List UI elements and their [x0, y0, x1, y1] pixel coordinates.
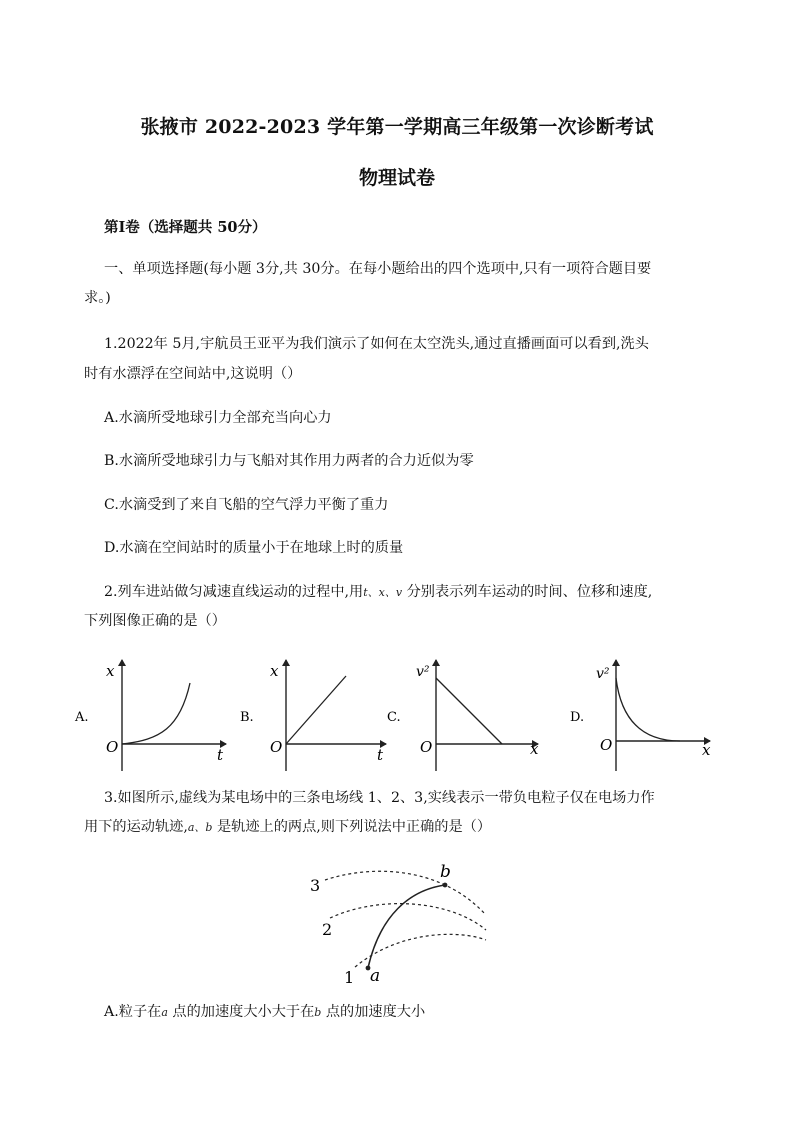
q3-field-line-3 — [325, 871, 486, 915]
q2-graphs-figure — [60, 648, 740, 780]
q3-option-a — [104, 1001, 425, 1024]
q3-option-a-sym1: a — [161, 1006, 168, 1019]
instructions-line-1: 一、单项选择题(每小题 3分,共 30分。在每小题给出的四个选项中,只有一项符合题目要 — [104, 261, 652, 277]
q2-graph-d-curve — [616, 678, 680, 741]
q3-stem-line-2 — [84, 816, 491, 839]
q2-graph-d-label: D. — [570, 710, 585, 725]
q3-option-a-pre: A.粒子在 — [104, 1004, 162, 1020]
q3-field-line-2 — [330, 904, 486, 930]
q3-trajectory — [368, 885, 445, 968]
q3-stem-line-1: 3.如图所示,虚线为某电场中的三条电场线 1、2、3,实线表示一带负电粒子仅在电场力作 — [104, 790, 655, 806]
exam-title: 张掖市 2022-2023 学年第一学期高三年级第一次诊断考试 — [140, 116, 654, 138]
q3-field-line-1 — [355, 934, 486, 967]
q3-option-a-mid: 点的加速度大小大于在 — [167, 1004, 315, 1020]
q2-graph-c — [387, 660, 539, 771]
q2-graph-c-line — [436, 678, 502, 744]
section-heading: 第Ⅰ卷（选择题共 50分） — [104, 219, 267, 236]
q2-graph-b — [240, 660, 386, 771]
q2-graph-b-x-label: t — [377, 746, 384, 764]
q3-stem-symbols: a、b — [187, 821, 213, 834]
q1-stem-line-2: 时有水漂浮在空间站中,这说明（） — [84, 366, 302, 382]
q1-option-a: A.水滴所受地球引力全部充当向心力 — [104, 410, 332, 426]
q2-graph-b-line — [286, 676, 346, 744]
q2-graph-a-x-label: t — [217, 746, 224, 764]
q1-stem-line-1: 1.2022年 5月,宇航员王亚平为我们演示了如何在太空洗头,通过直播画面可以看到,洗头 — [104, 336, 649, 352]
q3-stem-post: 是轨迹上的两点,则下列说法中正确的是（） — [212, 819, 492, 835]
q2-graph-c-y-label: v² — [416, 664, 430, 680]
q2-graph-b-origin: O — [270, 738, 283, 756]
q1-option-b: B.水滴所受地球引力与飞船对其作用力两者的合力近似为零 — [104, 453, 474, 469]
instructions-line-2: 求。) — [84, 290, 111, 306]
q2-graph-b-label: B. — [240, 710, 254, 725]
q2-graph-a-origin: O — [106, 738, 119, 756]
q2-graph-d-origin: O — [600, 736, 613, 754]
q2-graph-d-y-label: v² — [596, 666, 610, 682]
q3-point-b-dot — [443, 883, 448, 888]
q2-graph-c-origin: O — [420, 738, 433, 756]
q2-graph-d-x-label: x — [702, 741, 711, 759]
q2-stem-symbols: t、x、v — [363, 586, 403, 599]
q1-option-d: D.水滴在空间站时的质量小于在地球上时的质量 — [104, 540, 404, 556]
q2-graph-a — [74, 660, 226, 771]
q2-graph-a-y-label: x — [106, 662, 115, 680]
exam-subject: 物理试卷 — [358, 167, 435, 189]
q2-graph-c-x-label: x — [530, 740, 539, 758]
q2-stem-line-2: 下列图像正确的是（） — [84, 613, 226, 629]
q3-line-label-3: 3 — [310, 876, 321, 895]
q1-option-c: C.水滴受到了来自飞船的空气浮力平衡了重力 — [104, 497, 389, 513]
q2-stem-line-1 — [104, 581, 652, 604]
q3-stem-pre: 用下的运动轨迹, — [84, 819, 188, 835]
q3-option-a-post: 点的加速度大小 — [321, 1004, 426, 1020]
q3-line-label-2: 2 — [322, 920, 333, 939]
q2-graph-c-label: C. — [387, 710, 401, 725]
q3-option-a-sym2: b — [314, 1006, 322, 1019]
q3-field-figure — [300, 855, 500, 990]
q2-stem-post: 分别表示列车运动的时间、位移和速度, — [402, 584, 653, 600]
q2-graph-d — [570, 660, 711, 771]
q2-graph-b-y-label: x — [270, 662, 279, 680]
q2-graph-a-label: A. — [75, 710, 89, 725]
q2-graph-a-curve — [122, 683, 190, 744]
q3-line-label-1: 1 — [344, 968, 355, 987]
q2-stem-pre: 2.列车进站做匀减速直线运动的过程中,用 — [104, 584, 364, 600]
q3-point-b-label: b — [440, 862, 451, 882]
q3-point-a-label: a — [370, 966, 381, 986]
